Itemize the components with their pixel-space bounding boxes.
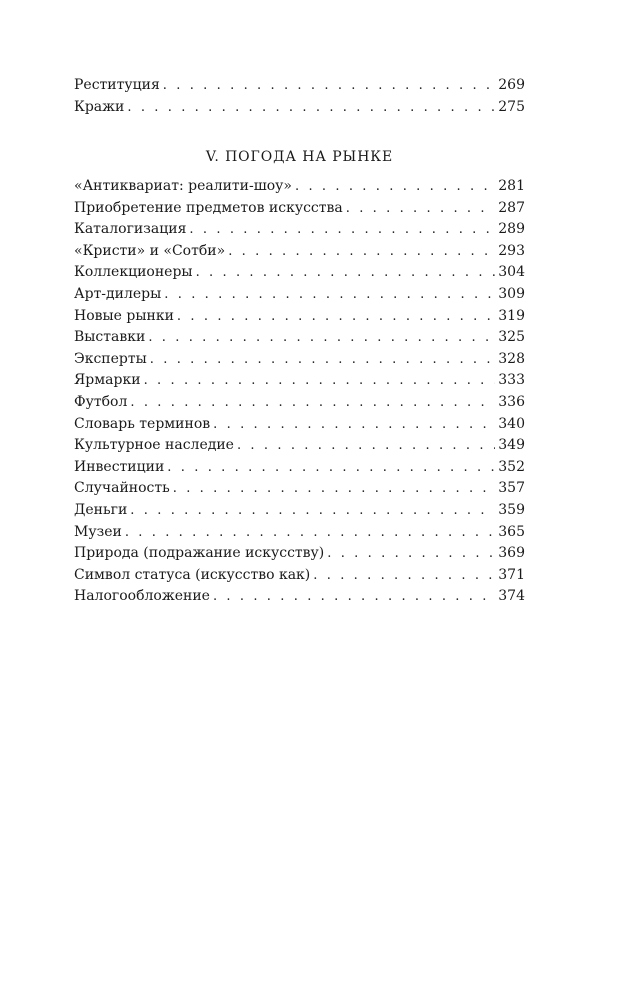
toc-entry-page: 281 [498, 178, 525, 194]
toc-leader-dots [130, 392, 495, 414]
toc-entry-title: Приобретение предметов искусства [74, 199, 343, 216]
toc-leader-dots [130, 500, 495, 522]
toc-entry-page: 328 [498, 350, 525, 367]
toc-leader-dots [213, 414, 495, 436]
toc-entry [74, 198, 525, 220]
toc-entry [74, 543, 525, 565]
toc-entry-page: 336 [498, 393, 525, 410]
toc-leader-dots [228, 241, 495, 263]
toc-leader-dots [213, 586, 495, 608]
toc-entry-title: Выставки [74, 329, 146, 346]
toc-leader-dots [189, 219, 495, 241]
toc-entry-page: 359 [498, 501, 525, 518]
toc-entry [74, 478, 525, 500]
toc-leader-dots [313, 565, 495, 587]
toc-entry [74, 392, 525, 414]
toc-entry-title: Случайность [74, 480, 170, 497]
toc-entry-page: 289 [498, 221, 525, 238]
toc-list-section [74, 176, 525, 608]
toc-leader-dots [237, 435, 495, 457]
toc-leader-dots [196, 262, 496, 284]
toc-entry-title: Арт-дилеры [74, 285, 162, 302]
toc-entry-title: Реституция [74, 77, 160, 93]
toc-entry-page: 340 [498, 415, 525, 432]
toc-leader-dots [163, 75, 495, 97]
toc-entry-page: 349 [498, 437, 525, 454]
toc-leader-dots [327, 543, 495, 565]
toc-entry-title: Ярмарки [74, 372, 141, 389]
toc-entry-title: «Кристи» и «Сотби» [74, 242, 226, 259]
toc-entry-title: Природа (подражание искусству) [74, 545, 325, 562]
toc-entry-title: Кражи [74, 98, 125, 115]
toc-entry-title: Эксперты [74, 350, 147, 367]
toc-entry-title: Коллекционеры [74, 264, 193, 281]
toc-entry-page: 319 [498, 307, 525, 324]
toc-entry-title: Символ статуса (искусство как) [74, 566, 311, 583]
toc-entry [74, 586, 525, 608]
toc-entry [74, 414, 525, 436]
toc-entry-page: 371 [498, 566, 525, 583]
toc-entry [74, 565, 525, 587]
toc-leader-dots [127, 97, 495, 119]
toc-entry-title: Налогообложение [74, 588, 210, 605]
toc-entry-page: 304 [498, 264, 525, 281]
toc-entry [74, 219, 525, 241]
toc-entry-page: 352 [498, 458, 525, 475]
toc-leader-dots [177, 306, 495, 328]
toc-entry-page: 293 [498, 242, 525, 259]
toc-entry-page: 325 [498, 329, 525, 346]
toc-entry-title: Инвестиции [74, 458, 165, 475]
toc-entry [74, 284, 525, 306]
toc-leader-dots [167, 457, 495, 479]
toc-entry [74, 75, 525, 97]
toc-entry [74, 435, 525, 457]
toc-entry-title: Деньги [74, 501, 128, 518]
toc-entry-title: Новые рынки [74, 307, 174, 324]
toc-entry-title: Культурное наследие [74, 437, 234, 454]
toc-leader-dots [148, 327, 495, 349]
toc-entry-page: 374 [498, 588, 525, 605]
toc-entry-page: 369 [498, 545, 525, 562]
toc-leader-dots [150, 349, 495, 371]
toc-leader-dots [164, 284, 495, 306]
toc-entry-title: Каталогизация [74, 221, 187, 238]
toc-entry-page: 333 [498, 372, 525, 389]
toc-leader-dots [346, 198, 496, 220]
toc-entry-page: 365 [498, 523, 525, 540]
toc-list-previous-section [74, 75, 525, 118]
toc-entry [74, 349, 525, 371]
toc-entry [74, 262, 525, 284]
toc-entry-page: 269 [498, 77, 525, 93]
toc-entry-page: 275 [498, 98, 525, 115]
toc-entry-page: 309 [498, 285, 525, 302]
toc-entry [74, 306, 525, 328]
toc-leader-dots [125, 522, 495, 544]
toc-entry-title: Музеи [74, 523, 122, 540]
toc-entry [74, 241, 525, 263]
toc-entry [74, 370, 525, 392]
toc-entry-title: Футбол [74, 393, 128, 410]
toc-entry [74, 522, 525, 544]
toc-entry-page: 287 [498, 199, 525, 216]
toc-leader-dots [295, 176, 495, 198]
toc-entry [74, 457, 525, 479]
toc-leader-dots [144, 370, 496, 392]
toc-entry [74, 500, 525, 522]
toc-entry-title: «Антиквариат: реалити-шоу» [74, 178, 292, 194]
toc-entry [74, 176, 525, 198]
toc-entry [74, 327, 525, 349]
toc-entry-title: Словарь терминов [74, 415, 211, 432]
section-heading: V. ПОГОДА НА РЫНКЕ [205, 149, 394, 165]
toc-entry-page: 357 [498, 480, 525, 497]
toc-leader-dots [173, 478, 496, 500]
toc-entry [74, 97, 525, 119]
